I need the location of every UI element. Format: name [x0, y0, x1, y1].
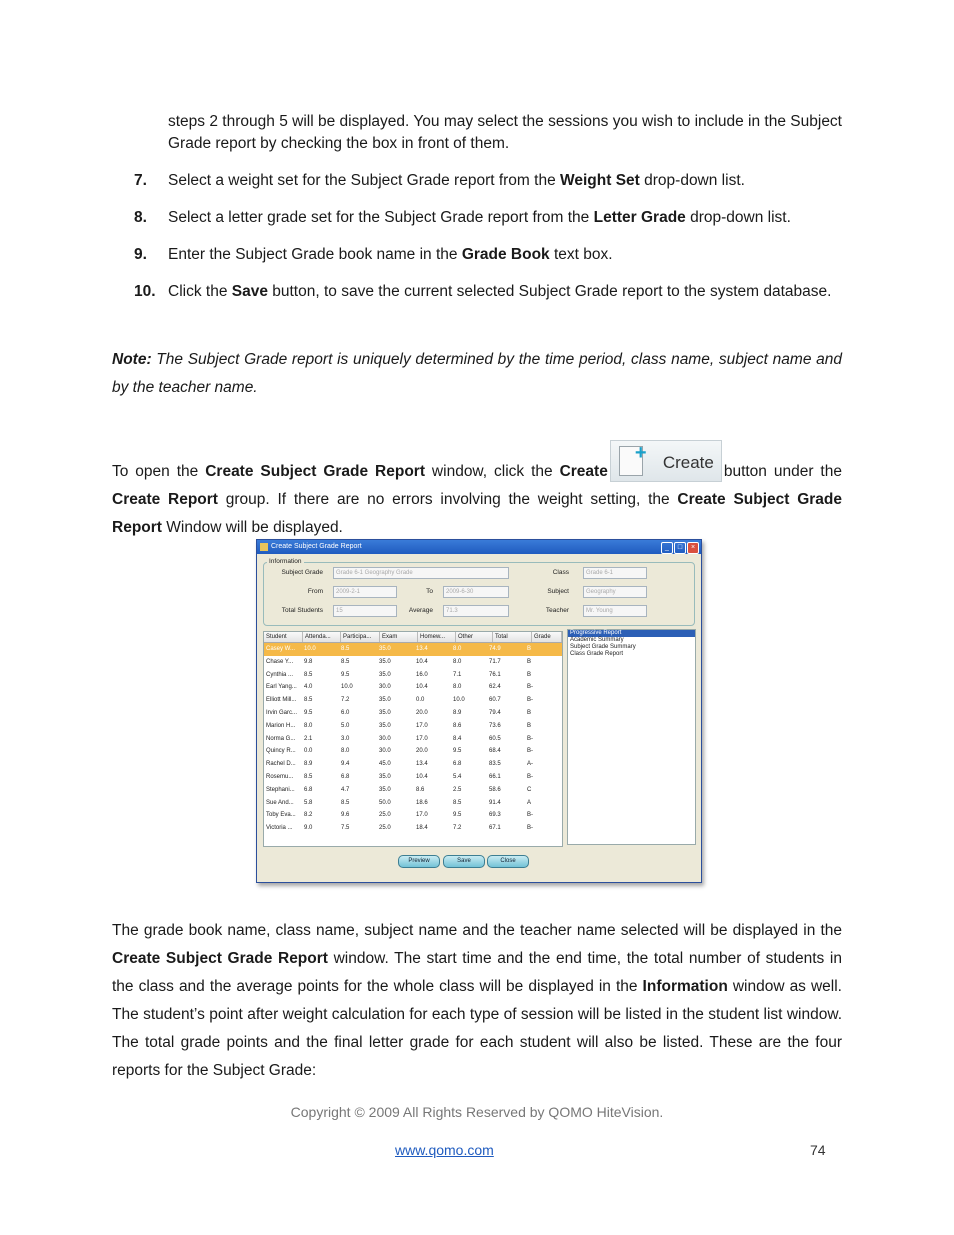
table-cell: 10.0: [341, 684, 353, 691]
table-cell: Casey W...: [266, 646, 296, 652]
subject-grade-label: Subject Grade: [281, 569, 323, 576]
table-cell: 35.0: [379, 786, 391, 793]
to-label: To: [426, 588, 433, 595]
column-header[interactable]: Attenda...: [303, 632, 341, 642]
table-row[interactable]: [264, 797, 562, 810]
class-field[interactable]: Grade 6-1: [583, 567, 647, 579]
table-cell: 7.2: [341, 697, 350, 704]
table-cell: 5.8: [304, 799, 313, 806]
close-button[interactable]: Close: [487, 855, 529, 868]
table-cell: 10.4: [416, 684, 428, 691]
table-cell: B-: [527, 748, 533, 755]
table-cell: Earl Yang...: [266, 684, 297, 691]
table-cell: 6.0: [341, 709, 350, 716]
table-cell: 79.4: [489, 709, 501, 716]
table-cell: 35.0: [379, 658, 391, 665]
closing-paragraph: The grade book name, class name, subject name and the teacher name selected will be displayed in the Create Subject Grade Report window. The start time and the end time, the total number of students in the class and the average points for the whole class will be displayed in the Information window as well. The student’s point after weight calculation for each type of session will be listed in the student list window. The total grade points and the final letter grade for each student will also be listed. These are the four reports for the Subject Grade:: [112, 922, 842, 1079]
page-number: 74: [810, 1142, 826, 1158]
table-row[interactable]: [264, 681, 562, 694]
website-link[interactable]: www.qomo.com: [395, 1142, 494, 1158]
step-text: Select a weight set for the Subject Grade report from the Weight Set drop-down list.: [168, 172, 745, 189]
step-number: 9.: [134, 246, 147, 263]
table-cell: 8.4: [453, 735, 462, 742]
table-cell: 35.0: [379, 697, 391, 704]
table-row[interactable]: [264, 758, 562, 771]
table-row[interactable]: [264, 720, 562, 733]
table-cell: 8.9: [453, 709, 462, 716]
table-cell: 4.7: [341, 786, 350, 793]
table-cell: 9.0: [304, 825, 313, 832]
subject-grade-field[interactable]: Grade 6-1 Geography Grade: [333, 567, 509, 579]
average-field[interactable]: 71.3: [443, 605, 509, 617]
table-cell: 91.4: [489, 799, 501, 806]
table-cell: A: [527, 799, 532, 806]
table-cell: 9.6: [341, 812, 350, 819]
table-cell: Sue And...: [266, 799, 294, 806]
table-cell: 8.0: [453, 658, 462, 665]
open-window-paragraph: To open the Create Subject Grade Report window, click the Create + Create button under the Create Report group. If there are no errors involving the weight setting, the Create Subject Grade Report Window will be displayed.: [112, 442, 842, 536]
table-cell: 9.5: [304, 709, 313, 716]
table-cell: 25.0: [379, 812, 391, 819]
minimize-icon[interactable]: _: [661, 542, 673, 554]
table-cell: B: [527, 709, 532, 716]
table-cell: A-: [527, 761, 533, 768]
table-cell: 74.9: [489, 646, 501, 652]
report-list-item[interactable]: Subject Grade Summary: [570, 644, 636, 650]
table-cell: 5.0: [341, 722, 350, 729]
table-cell: 18.6: [416, 799, 428, 806]
table-cell: 35.0: [379, 773, 391, 780]
table-cell: B-: [527, 825, 533, 832]
table-cell: 10.4: [416, 773, 428, 780]
table-cell: 30.0: [379, 684, 391, 691]
table-header: [264, 632, 562, 643]
table-cell: 5.4: [453, 773, 462, 780]
table-cell: B: [527, 646, 532, 652]
table-cell: 2.5: [453, 786, 462, 793]
table-cell: 8.6: [416, 786, 425, 793]
table-cell: B: [527, 671, 532, 678]
table-cell: 8.5: [304, 697, 313, 704]
table-cell: 35.0: [379, 671, 391, 678]
table-cell: 8.0: [453, 684, 462, 691]
table-cell: Chase Y...: [266, 658, 294, 665]
column-header[interactable]: Participa...: [341, 632, 380, 642]
table-cell: B: [527, 658, 532, 665]
table-cell: Marion H...: [266, 722, 296, 729]
table-cell: 9.5: [453, 748, 462, 755]
table-cell: 8.5: [341, 658, 350, 665]
create-button-image: + Create: [610, 440, 722, 482]
column-header[interactable]: Grade: [532, 632, 562, 642]
table-cell: 8.6: [453, 722, 462, 729]
table-cell: 10.0: [304, 646, 316, 652]
table-cell: 9.5: [453, 812, 462, 819]
table-cell: 20.0: [416, 709, 428, 716]
step-text: Select a letter grade set for the Subject Grade report from the Letter Grade drop-down list.: [168, 209, 791, 226]
table-row[interactable]: [264, 771, 562, 784]
table-cell: 8.5: [341, 799, 350, 806]
column-header[interactable]: Homew...: [418, 632, 456, 642]
table-cell: Rachel D...: [266, 761, 296, 768]
table-cell: 0.0: [304, 748, 313, 755]
close-icon[interactable]: ×: [687, 542, 699, 554]
to-field[interactable]: 2009-6-30: [443, 586, 509, 598]
table-row[interactable]: [264, 784, 562, 797]
table-cell: 45.0: [379, 761, 391, 768]
table-cell: 7.2: [453, 825, 462, 832]
table-cell: 2.1: [304, 735, 313, 742]
table-cell: 10.4: [416, 658, 428, 665]
table-cell: 30.0: [379, 735, 391, 742]
table-cell: 3.0: [341, 735, 350, 742]
table-cell: 8.5: [453, 799, 462, 806]
table-row[interactable]: [264, 669, 562, 682]
table-cell: 69.3: [489, 812, 501, 819]
table-cell: 50.0: [379, 799, 391, 806]
report-list: [567, 629, 696, 845]
from-field[interactable]: 2009-2-1: [333, 586, 397, 598]
column-header[interactable]: Student: [264, 632, 303, 642]
window-titlebar: [257, 540, 701, 554]
table-cell: 8.9: [304, 761, 313, 768]
table-cell: 20.0: [416, 748, 428, 755]
step-number: 8.: [134, 209, 147, 226]
table-cell: 6.8: [304, 786, 313, 793]
table-cell: 6.8: [453, 761, 462, 768]
table-cell: 68.4: [489, 748, 501, 755]
total-students-field[interactable]: 15: [333, 605, 397, 617]
table-cell: 60.5: [489, 735, 501, 742]
table-cell: 66.1: [489, 773, 501, 780]
table-cell: 17.0: [416, 812, 428, 819]
table-cell: 35.0: [379, 722, 391, 729]
column-header[interactable]: Total: [493, 632, 532, 642]
table-cell: 35.0: [379, 709, 391, 716]
table-cell: 58.6: [489, 786, 501, 793]
table-cell: 83.5: [489, 761, 501, 768]
intro-text: steps 2 through 5 will be displayed. You may select the sessions you wish to include in the Subject Grade report by checking the box in front of them.: [168, 113, 842, 152]
table-cell: 30.0: [379, 748, 391, 755]
table-cell: B: [527, 722, 532, 729]
table-cell: 13.4: [416, 646, 428, 652]
preview-button[interactable]: Preview: [398, 855, 440, 868]
table-row[interactable]: [264, 822, 562, 835]
plus-icon: +: [634, 442, 647, 464]
table-row[interactable]: [264, 656, 562, 669]
report-list-item[interactable]: Progressive Report: [568, 630, 695, 637]
create-subject-grade-report-window: [256, 539, 702, 883]
table-row[interactable]: [264, 707, 562, 720]
maximize-icon[interactable]: □: [674, 542, 686, 554]
table-cell: 18.4: [416, 825, 428, 832]
table-cell: 8.0: [304, 722, 313, 729]
table-cell: 8.5: [304, 671, 313, 678]
table-cell: 25.0: [379, 825, 391, 832]
table-cell: B-: [527, 812, 533, 819]
table-cell: 13.4: [416, 761, 428, 768]
table-cell: B-: [527, 697, 533, 704]
table-cell: 8.2: [304, 812, 313, 819]
table-cell: Quincy R...: [266, 748, 296, 755]
window-title: Create Subject Grade Report: [271, 543, 362, 550]
table-cell: B-: [527, 773, 533, 780]
table-cell: 62.4: [489, 684, 501, 691]
step-number: 7.: [134, 172, 147, 189]
table-cell: Toby Eva...: [266, 812, 296, 819]
table-cell: 4.0: [304, 684, 313, 691]
table-cell: 7.1: [453, 671, 462, 678]
table-cell: 8.0: [341, 748, 350, 755]
step-text: Enter the Subject Grade book name in the Grade Book text box.: [168, 246, 613, 263]
table-cell: 17.0: [416, 735, 428, 742]
table-cell: 0.0: [416, 697, 425, 704]
information-legend: Information: [269, 558, 302, 565]
table-cell: 7.5: [341, 825, 350, 832]
subject-label: Subject: [547, 588, 569, 595]
table-cell: 8.5: [341, 646, 350, 652]
student-grade-table: [263, 631, 563, 847]
table-row[interactable]: [264, 745, 562, 758]
table-cell: 8.0: [453, 646, 462, 652]
note-paragraph: Note: The Subject Grade report is uniquely determined by the time period, class name, subject name and by the teacher name.: [112, 351, 842, 396]
copyright-text: Copyright © 2009 All Rights Reserved by QOMO HiteVision.: [290, 1104, 664, 1120]
table-cell: Elliott Mill...: [266, 697, 297, 704]
report-list-item[interactable]: Academic Summary: [570, 637, 624, 643]
step-number: 10.: [134, 283, 156, 300]
table-cell: 10.0: [453, 697, 465, 704]
average-label: Average: [408, 607, 433, 614]
from-label: From: [307, 588, 323, 595]
teacher-field[interactable]: Mr. Young: [583, 605, 647, 617]
table-cell: 9.4: [341, 761, 350, 768]
table-cell: 6.8: [341, 773, 350, 780]
table-cell: Victoria ...: [266, 825, 293, 832]
table-cell: 9.8: [304, 658, 313, 665]
table-row[interactable]: [264, 809, 562, 822]
table-cell: 73.6: [489, 722, 501, 729]
table-cell: 76.1: [489, 671, 501, 678]
table-cell: C: [527, 786, 532, 793]
app-icon: [260, 543, 268, 551]
table-row[interactable]: [264, 733, 562, 746]
table-cell: 16.0: [416, 671, 428, 678]
subject-field[interactable]: Geography: [583, 586, 647, 598]
table-cell: 67.1: [489, 825, 501, 832]
table-cell: B-: [527, 735, 533, 742]
table-cell: Irvin Garc...: [266, 709, 298, 716]
table-cell: Rosemu...: [266, 773, 294, 780]
table-cell: 8.5: [304, 773, 313, 780]
report-list-item[interactable]: Class Grade Report: [570, 651, 624, 657]
table-cell: Norma G...: [266, 735, 296, 742]
table-row[interactable]: [264, 643, 562, 656]
table-cell: 35.0: [379, 646, 391, 652]
table-cell: 71.7: [489, 658, 501, 665]
column-header[interactable]: Exam: [380, 632, 418, 642]
table-cell: 9.5: [341, 671, 350, 678]
save-button[interactable]: Save: [443, 855, 485, 868]
table-cell: Cynthia ...: [266, 671, 294, 678]
column-header[interactable]: Other: [456, 632, 493, 642]
table-cell: B-: [527, 684, 533, 691]
table-cell: 60.7: [489, 697, 501, 704]
step-text: Click the Save button, to save the current selected Subject Grade report to the system database.: [168, 283, 832, 300]
table-body: [264, 643, 562, 835]
teacher-label: Teacher: [545, 607, 569, 614]
table-cell: Stephani...: [266, 786, 295, 793]
total-students-label: Total Students: [281, 607, 323, 614]
class-label: Class: [552, 569, 569, 576]
table-row[interactable]: [264, 694, 562, 707]
table-cell: 17.0: [416, 722, 428, 729]
